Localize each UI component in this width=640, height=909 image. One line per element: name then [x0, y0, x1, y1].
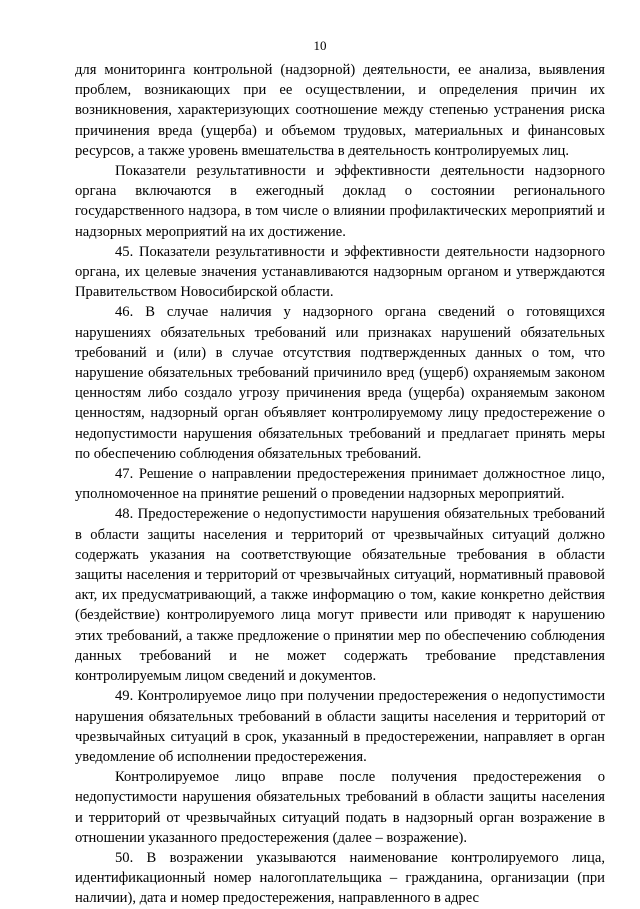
paragraph-performance-indicators: Показатели результативности и эффективности деятельности надзорного органа включаются в ежегодный доклад о состоянии регионального государственного надзора, в том числе о влиянии профилактических мероприятий и надзорных мероприятий на их достижение.: [75, 163, 605, 240]
paragraph-47: 47. Решение о направлении предостережения принимает должностное лицо, уполномоченное на принятие решений о проведении надзорных мероприятий.: [75, 466, 605, 503]
paragraph-objection: Контролируемое лицо вправе после получения предостережения о недопустимости нарушения обязательных требований в области защиты населения и территорий от чрезвычайных ситуаций подать в надзорный орган возражение в отношении указанного предостережения (далее – возражение).: [75, 769, 605, 846]
paragraph-45: 45. Показатели результативности и эффективности деятельности надзорного органа, их целевые значения устанавливаются надзорным органом и утверждаются Правительством Новосибирской области.: [75, 243, 605, 301]
paragraph-46: 46. В случае наличия у надзорного органа сведений о готовящихся нарушениях обязательных требований или признаках нарушений обязательных требований и (или) в случае отсутствия подтвержденных данных о том, что нарушение обязательных требований причинило вред (ущерб) охраняемым законом ценностям либо создало угрозу причинения вреда (ущерба) охраняемым законом ценностям, надзорный орган объявляет контролируемому лицу предостережение о недопустимости нарушения обязательных требований и предлагает принять меры по обеспечению соблюдения обязательных требований.: [75, 304, 605, 462]
paragraph-48: 48. Предостережение о недопустимости нарушения обязательных требований в области защиты населения и территорий от чрезвычайных ситуаций должно содержать указания на соответствующие обязательные требования в области защиты населения и территорий от чрезвычайных ситуаций, нормативный правовой акт, их предусматривающий, а также информацию о том, какие конкретно действия (бездействие) контролируемого лица могут привести или приводят к нарушению этих требований, а также предложение о принятии мер по обеспечению соблюдения данных требований и не может содержать требование представления контролируемым лицом сведений и документов.: [75, 506, 605, 685]
page-number: 10: [313, 38, 327, 53]
paragraph-50: 50. В возражении указываются наименование контролируемого лица, идентификационный номер налогоплательщика – гражданина, организации (при наличии), дата и номер предостережения, направленного в адрес: [75, 849, 605, 907]
paragraph-continuation: для мониторинга контрольной (надзорной) деятельности, ее анализа, выявления проблем, возникающих при ее осуществлении, и определения причин их возникновения, характеризующих соотношение между степенью устранения риска причинения вреда (ущерба) и объемом трудовых, материальных и финансовых ресурсов, а также уровень вмешательства в деятельность контролируемых лиц.: [75, 62, 605, 159]
document-body: [75, 60, 605, 909]
paragraph-49: 49. Контролируемое лицо при получении предостережения о недопустимости нарушения обязательных требований в области защиты населения и территорий от чрезвычайных ситуаций в срок, указанный в предостережении, направляет в орган уведомление об исполнении предостережения.: [75, 688, 605, 765]
